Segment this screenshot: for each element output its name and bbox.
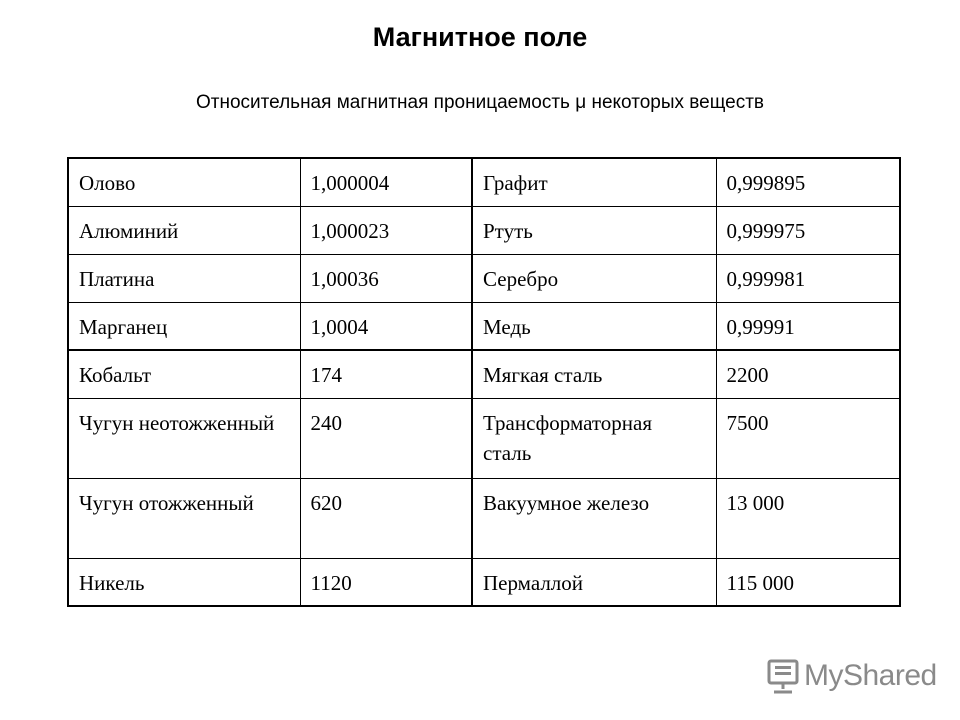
table-cell-value: 0,999895 [716, 158, 900, 206]
table-cell-value: 0,999981 [716, 254, 900, 302]
table-row [68, 206, 900, 254]
table-cell-substance: Чугун неотожженный [68, 398, 300, 478]
table-row [68, 158, 900, 206]
table-row [68, 302, 900, 350]
watermark-text: MyShared [804, 659, 937, 692]
table-cell-value: 7500 [716, 398, 900, 478]
table-cell-substance: Алюминий [68, 206, 300, 254]
table-cell-value: 0,99991 [716, 302, 900, 350]
table-cell-substance: Трансформаторная сталь [472, 398, 716, 478]
page-subtitle: Относительная магнитная проницаемость μ некоторых веществ [196, 92, 764, 113]
table-cell-substance: Марганец [68, 302, 300, 350]
permeability-table [67, 157, 901, 607]
table-row [68, 350, 900, 398]
table-cell-substance: Никель [68, 558, 300, 606]
table-cell-value: 174 [300, 350, 472, 398]
table-row [68, 558, 900, 606]
presentation-board-icon [766, 658, 800, 694]
table-cell-value: 0,999975 [716, 206, 900, 254]
watermark-logo [766, 656, 937, 696]
table-cell-value: 13 000 [716, 478, 900, 558]
table-cell-substance: Чугун отожженный [68, 478, 300, 558]
table-cell-value: 1120 [300, 558, 472, 606]
table-cell-value: 115 000 [716, 558, 900, 606]
table-cell-value: 620 [300, 478, 472, 558]
table-cell-value: 2200 [716, 350, 900, 398]
table-cell-value: 1,000023 [300, 206, 472, 254]
table-cell-substance: Серебро [472, 254, 716, 302]
table-cell-substance: Платина [68, 254, 300, 302]
table-cell-substance: Кобальт [68, 350, 300, 398]
table-cell-substance: Олово [68, 158, 300, 206]
table-cell-value: 1,0004 [300, 302, 472, 350]
table-row [68, 254, 900, 302]
table-cell-value: 240 [300, 398, 472, 478]
table-cell-substance: Графит [472, 158, 716, 206]
table-cell-value: 1,000004 [300, 158, 472, 206]
table-cell-substance: Медь [472, 302, 716, 350]
table-cell-value: 1,00036 [300, 254, 472, 302]
table-cell-substance: Мягкая сталь [472, 350, 716, 398]
table-cell-substance: Ртуть [472, 206, 716, 254]
table-row [68, 398, 900, 478]
table-cell-substance: Пермаллой [472, 558, 716, 606]
page-title: Магнитное поле [372, 22, 588, 52]
table-cell-substance: Вакуумное железо [472, 478, 716, 558]
table-row [68, 478, 900, 558]
